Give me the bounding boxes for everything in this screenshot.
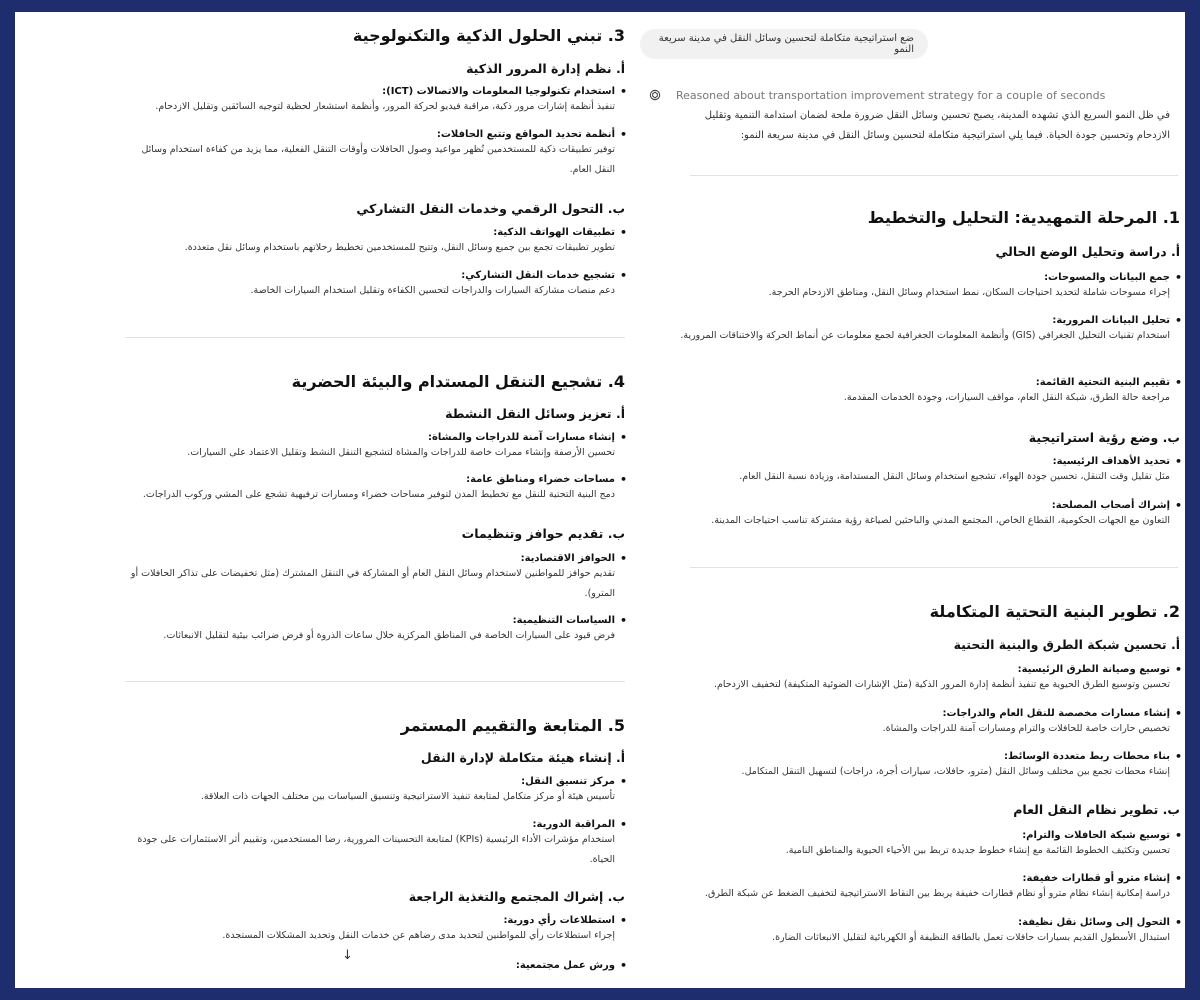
section-3 xyxy=(125,26,625,45)
list-item: • استطلاعات رأي دورية: إجراء استطلاعات رأي للمواطنين لتحديد مدى رضاهم عن خدمات النقل وتحديد المشكلات المستجدة. xyxy=(125,915,625,946)
divider xyxy=(125,337,625,338)
section-5-title: 5. المتابعة والتقييم المستمر xyxy=(400,716,625,735)
intro-paragraph: في ظل النمو السريع الذي تشهده المدينة، يصبح تحسين وسائل النقل ضرورة ملحة لضمان استدامة التنمية وتقليل الازدحام وتحسين جودة الحياة. فيما يلي استراتيجية متكاملة لتحسين وسائل النقل في مدينة سريعة النمو: xyxy=(704,110,1170,141)
right-column xyxy=(670,12,1180,988)
reasoning-label: Reasoned about transportation improvement strategy for a couple of seconds xyxy=(676,88,1106,102)
list-item: • بناء محطات ربط متعددة الوسائط: إنشاء محطات تجمع بين مختلف وسائل النقل (مترو، حافلات، سيارات أجرة، دراجات) لتسهيل التنقل المتكامل. xyxy=(670,751,1180,782)
section-4 xyxy=(125,372,625,391)
section-3-title: 3. تبني الحلول الذكية والتكنولوجية xyxy=(352,26,625,45)
user-message-text: ضع استراتيجية متكاملة لتحسين وسائل النقل في مدينة سريعة النمو xyxy=(658,33,914,55)
list-item: • إشراك أصحاب المصلحة: التعاون مع الجهات الحكومية، القطاع الخاص، المجتمع المدني والباحثين لصياغة رؤية مشتركة تناسب احتياجات المدينة. xyxy=(670,500,1180,531)
section-3a-title: أ. نظم إدارة المرور الذكية xyxy=(466,61,625,76)
divider xyxy=(125,681,625,682)
section-3b-title: ب. التحول الرقمي وخدمات النقل التشاركي xyxy=(356,201,625,216)
section-2 xyxy=(670,602,1180,621)
section-2-title: 2. تطوير البنية التحتية المتكاملة xyxy=(929,602,1180,621)
section-1a-title: أ. دراسة وتحليل الوضع الحالي xyxy=(995,244,1180,259)
left-column xyxy=(125,12,625,988)
list-item: • ورش عمل مجتمعية: xyxy=(125,960,625,971)
section-4a-title: أ. تعزيز وسائل النقل النشطة xyxy=(445,406,625,421)
list-item: • إنشاء مسارات آمنة للدراجات والمشاة: تحسين الأرصفة وإنشاء ممرات خاصة للدراجات والمشاة لتشجيع التنقل النشط وتقليل الاعتماد على السيارات. xyxy=(125,432,625,463)
list-item: • إنشاء مترو أو قطارات خفيفة: دراسة إمكانية إنشاء نظام مترو أو نظام قطارات خفيفة يربط بين النقاط الاستراتيجية لتخفيف الضغط عن شبكة الطرق. xyxy=(670,873,1180,904)
list-item: • جمع البيانات والمسوحات: إجراء مسوحات شاملة لتحديد احتياجات السكان، نمط استخدام وسائل النقل، ومناطق الازدحام الحرجة. xyxy=(670,272,1180,303)
section-4b-title: ب. تقديم حوافز وتنظيمات xyxy=(461,526,625,541)
list-item: • الحوافز الاقتصادية: تقديم حوافز للمواطنين لاستخدام وسائل النقل العام أو المشاركة في التنقل المشترك (مثل تخفيضات على تذاكر الحافلات أو المترو). xyxy=(125,553,625,604)
scroll-down-arrow-icon[interactable]: ↓ xyxy=(342,948,353,963)
list-item: • أنظمة تحديد المواقع وتتبع الحافلات: توفير تطبيقات ذكية للمستخدمين تُظهر مواعيد وصول الحافلات وأوقات التنقل الفعلية، مما يزيد من كفاءة استخدام وسائل النقل العام. xyxy=(125,129,625,180)
divider xyxy=(690,567,1178,568)
chat-window xyxy=(15,12,1185,988)
list-item: • السياسات التنظيمية: فرض قيود على السيارات الخاصة في المناطق المركزية خلال ساعات الذروة أو فرض ضرائب بيئية لتقليل الانبعاثات. xyxy=(125,615,625,646)
list-item: • مساحات خضراء ومناطق عامة: دمج البنية التحتية للنقل مع تخطيط المدن لتوفير مساحات خضراء ومسارات ترفيهية تشجع على المشي وركوب الدراجات. xyxy=(125,474,625,505)
assistant-logo-icon xyxy=(648,88,662,102)
section-5a-title: أ. إنشاء هيئة متكاملة لإدارة النقل xyxy=(420,750,625,765)
section-1 xyxy=(670,208,1180,227)
list-item: • التحول إلى وسائل نقل نظيفة: استبدال الأسطول القديم بسيارات حافلات تعمل بالطاقة النظيفة أو الكهربائية لتقليل الانبعاثات الضارة. xyxy=(670,917,1180,948)
section-5b-title: ب. إشراك المجتمع والتغذية الراجعة xyxy=(408,889,625,904)
section-1-title: 1. المرحلة التمهيدية: التحليل والتخطيط xyxy=(867,208,1180,227)
section-4-title: 4. تشجيع التنقل المستدام والبيئة الحضرية xyxy=(291,372,625,391)
divider xyxy=(690,175,1178,176)
section-2a-title: أ. تحسين شبكة الطرق والبنية التحتية xyxy=(953,637,1180,652)
list-item: • توسيع وصيانة الطرق الرئيسية: تحسين وتوسيع الطرق الحيوية مع تنفيذ أنظمة إدارة المرور الذكية (مثل الإشارات الضوئية المتكيفة) لتخفيف الازدحام. xyxy=(670,664,1180,695)
list-item: • إنشاء مسارات مخصصة للنقل العام والدراجات: تخصيص حارات خاصة للحافلات والترام ومسارات آمنة للدراجات والمشاة. xyxy=(670,708,1180,739)
list-item: • توسيع شبكة الحافلات والترام: تحسين وتكثيف الخطوط القائمة مع إنشاء خطوط جديدة تربط بين الأحياء الحيوية والمناطق النامية. xyxy=(670,830,1180,861)
list-item: • المراقبة الدورية: استخدام مؤشرات الأداء الرئيسية (KPIs) لمتابعة التحسينات المرورية، رضا المستخدمين، وتقييم أثر الاستثمارات على جودة الحياة. xyxy=(125,819,625,870)
list-item: • تقييم البنية التحتية القائمة: مراجعة حالة الطرق، شبكة النقل العام، مواقف السيارات، وجودة الخدمات المقدمة. xyxy=(670,377,1180,408)
list-item: • تحديد الأهداف الرئيسية: مثل تقليل وقت التنقل، تحسين جودة الهواء، تشجيع استخدام وسائل النقل المستدامة، وزيادة نسبة النقل العام. xyxy=(670,456,1180,487)
list-item: • تطبيقات الهواتف الذكية: تطوير تطبيقات تجمع بين جميع وسائل النقل، وتتيح للمستخدمين تخطيط رحلاتهم باستخدام وسائل نقل متعددة. xyxy=(125,227,625,258)
section-5 xyxy=(125,716,625,735)
list-item: • تحليل البيانات المرورية: استخدام تقنيات التحليل الجغرافي (GIS) وأنظمة المعلومات الجغرافية لجمع معلومات عن أنماط الحركة والاختناقات المرورية. xyxy=(670,315,1180,346)
section-1b-title: ب. وضع رؤية استراتيجية xyxy=(1028,430,1180,445)
section-2b-title: ب. تطوير نظام النقل العام xyxy=(1013,802,1180,817)
list-item: • استخدام تكنولوجيا المعلومات والاتصالات (ICT): تنفيذ أنظمة إشارات مرور ذكية، مراقبة فيديو لحركة المرور، وأنظمة استشعار لحظية لتوجيه السائقين وتقليل الازدحام. xyxy=(125,86,625,117)
list-item: • مركز تنسيق النقل: تأسيس هيئة أو مركز متكامل لمتابعة تنفيذ الاستراتيجية وتنسيق السياسات بين مختلف الجهات ذات العلاقة. xyxy=(125,776,625,807)
list-item: • تشجيع خدمات النقل التشاركي: دعم منصات مشاركة السيارات والدراجات لتحسين الكفاءة وتقليل استخدام السيارات الخاصة. xyxy=(125,270,625,301)
